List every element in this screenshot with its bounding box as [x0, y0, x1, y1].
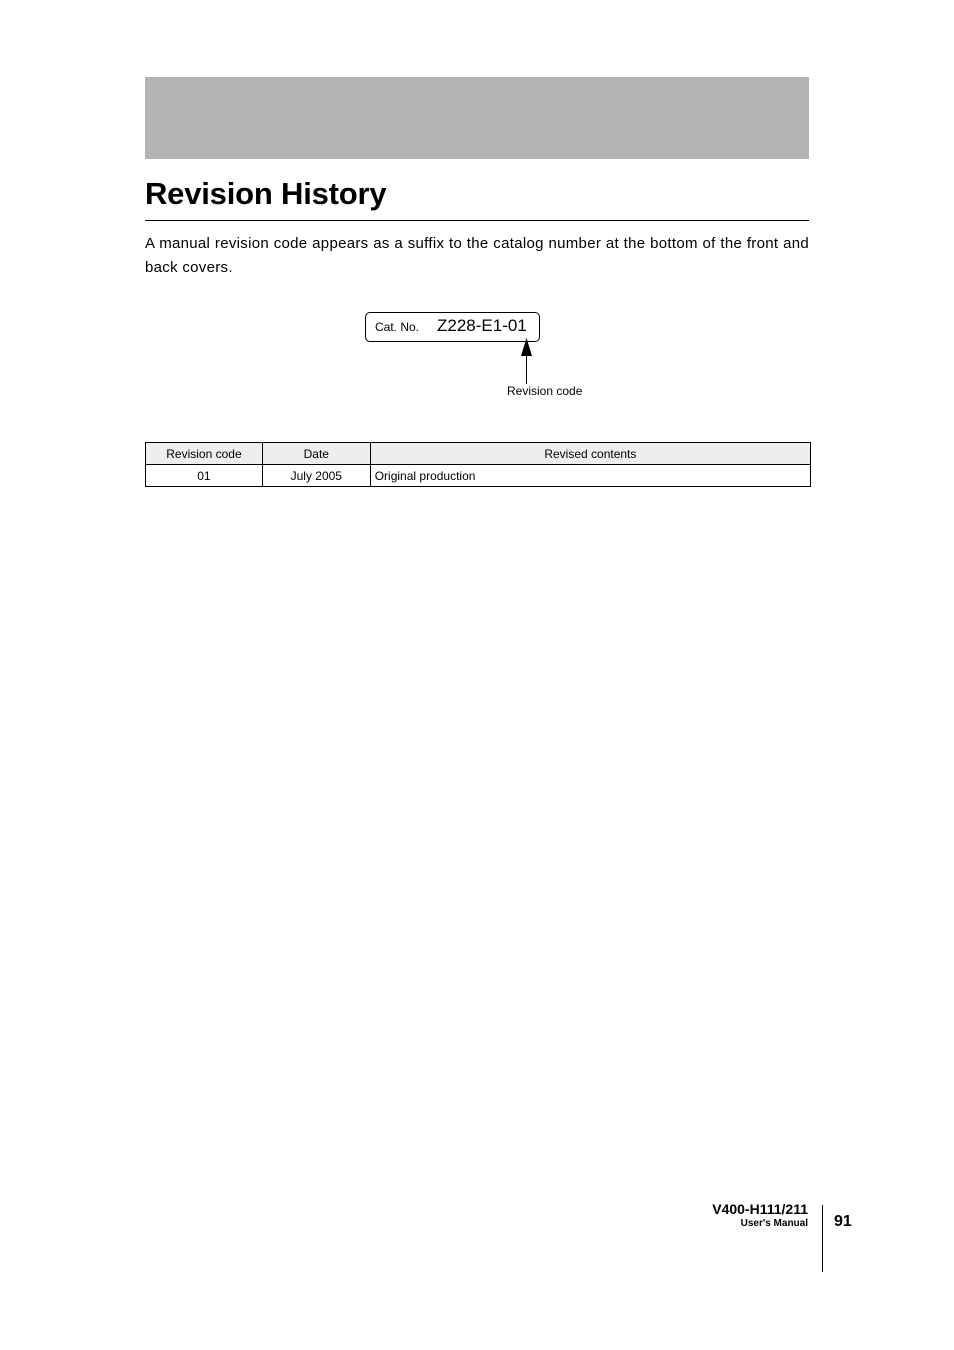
cell-revised-contents: Original production [370, 465, 810, 487]
catalog-number-label: Cat. No. [375, 320, 420, 334]
title-divider [145, 220, 809, 221]
cell-revision-code: 01 [146, 465, 263, 487]
table-row [146, 465, 811, 487]
catalog-number-value: Z228-E1-01 [437, 316, 527, 335]
table-header-row [146, 443, 811, 465]
footer-manual: User's Manual [740, 1218, 808, 1229]
footer-divider [822, 1205, 823, 1272]
page-number: 91 [834, 1213, 852, 1230]
column-header-revision-code: Revision code [146, 443, 263, 465]
column-header-revised-contents: Revised contents [370, 443, 810, 465]
intro-paragraph: A manual revision code appears as a suffix to the catalog number at the bottom of the front and back covers. [145, 235, 809, 276]
header-band [145, 77, 809, 159]
revision-table [145, 442, 811, 487]
footer-model: V400-H111/211 [712, 1201, 808, 1217]
callout-arrow-icon [515, 338, 539, 386]
cell-date: July 2005 [262, 465, 370, 487]
revision-code-callout: Revision code [507, 384, 583, 398]
page-title: Revision History [145, 176, 387, 211]
column-header-date: Date [262, 443, 370, 465]
